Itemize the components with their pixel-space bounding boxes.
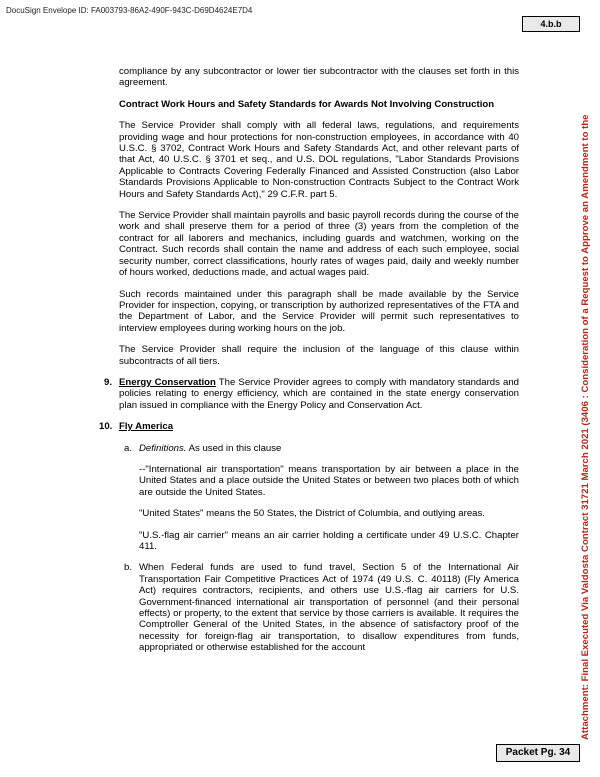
definition-us-flag-carrier: "U.S.-flag air carrier" means an air carrier holding a certificate under 49 U.S.C. Chapter 411. [139, 529, 519, 552]
section-9-number: 9. [104, 376, 113, 388]
section-9 [104, 377, 519, 411]
contract-paragraph-2: The Service Provider shall maintain payrolls and basic payroll records during the course of the work and shall preserve them for a period of three (3) years from the completion of the contract for all laborers and mechanics, including guards and watchmen, working on the Contract. Such records shall contain the name and address of each such employee, social security number, correct classifications, hourly rates of wages paid, daily and weekly number of hours worked, deductions made, and actual wages paid. [119, 210, 519, 279]
packet-page-badge: Packet Pg. 34 [496, 744, 580, 762]
item-a-term: Definitions. [139, 442, 187, 454]
section-10-title: Fly America [119, 421, 174, 433]
section-10-number: 10. [99, 421, 113, 433]
item-a-text [139, 443, 519, 454]
contract-paragraph-1: The Service Provider shall comply with all federal laws, regulations, and requirements providing wage and hour protections for non-construction employees, in accordance with 40 U.S.C. § 3702, Contract Work Hours and Safety Standards Act, and other relevant parts of that Act, 40 U.S.C. § 3701 et seq., and U.S. DOL regulations, "Labor Standards Provisions Applicable to Contracts Covering Federally Financed and Assisted Construction (also Labor Standards Provisions Applicable to Non-construction Contracts Subject to the Contract Work Hours and Safety Standards Act)," 29 C.F.R. part 5. [119, 120, 519, 200]
section-10 [99, 421, 519, 432]
section-9-text: The Service Provider agrees to comply with mandatory standards and policies relating to energy efficiency, which are contained in the state energy conservation plan issued in compliance with the Energy Policy and Conservation Act. [119, 376, 519, 411]
attachment-side-label: Attachment: Final Executed Via Valdosta Contract 31721 March 2021 (3406 : Consideration of a Request to Approve an Amendment to the [580, 114, 591, 740]
intro-paragraph: compliance by any subcontractor or lower tier subcontractor with the clauses set forth in this agreement. [119, 66, 519, 89]
item-b-label: b. [124, 562, 133, 574]
item-a [104, 443, 519, 454]
item-b-text: When Federal funds are used to fund travel, Section 5 of the International Air Transportation Fair Competitive Practices Act of 1974 (49 U.S. C. 40118) (Fly America Act) requires contractors, recipients, and others use U.S.-flag air carriers for U.S. Government-financed international air transportation of personnel (and their personal effects) or property, to the extent that service by those carriers is available. It requires the Comptroller General of the United States, in the absence of satisfactory proof of the necessity for foreign-flag air transportation, to disallow expenditures from funds, appropriated or otherwise established for the account [139, 562, 519, 654]
item-a-label: a. [124, 442, 133, 454]
definition-united-states: "United States" means the 50 States, the District of Columbia, and outlying areas. [139, 508, 485, 520]
section-9-body [119, 377, 519, 411]
section-badge: 4.b.b [522, 16, 580, 32]
envelope-id: DocuSign Envelope ID: FA003793-86A2-490F-943C-D69D4624E7D4 [6, 6, 253, 15]
contract-paragraph-4: The Service Provider shall require the inclusion of the language of this clause within subcontracts of all tiers. [119, 344, 519, 367]
section-9-title: Energy Conservation [119, 376, 216, 388]
definition-international-air: --"International air transportation" means transportation by air between a place in the United States and a place outside the United States or between two places both of which are outside the United States. [139, 463, 519, 498]
item-b [104, 562, 519, 653]
document-body [99, 66, 519, 664]
contract-paragraph-3: Such records maintained under this paragraph shall be made available by the Service Provider for inspection, copying, or transcription by authorized representatives of the FTA and the Department of Labor, and the Service Provider will permit such representatives to interview employees during working hours on the job. [119, 288, 519, 334]
item-a-rest: As used in this clause [186, 442, 282, 454]
section-10-title-wrap [119, 421, 519, 432]
contract-work-hours-heading: Contract Work Hours and Safety Standards for Awards Not Involving Construction [119, 98, 495, 110]
